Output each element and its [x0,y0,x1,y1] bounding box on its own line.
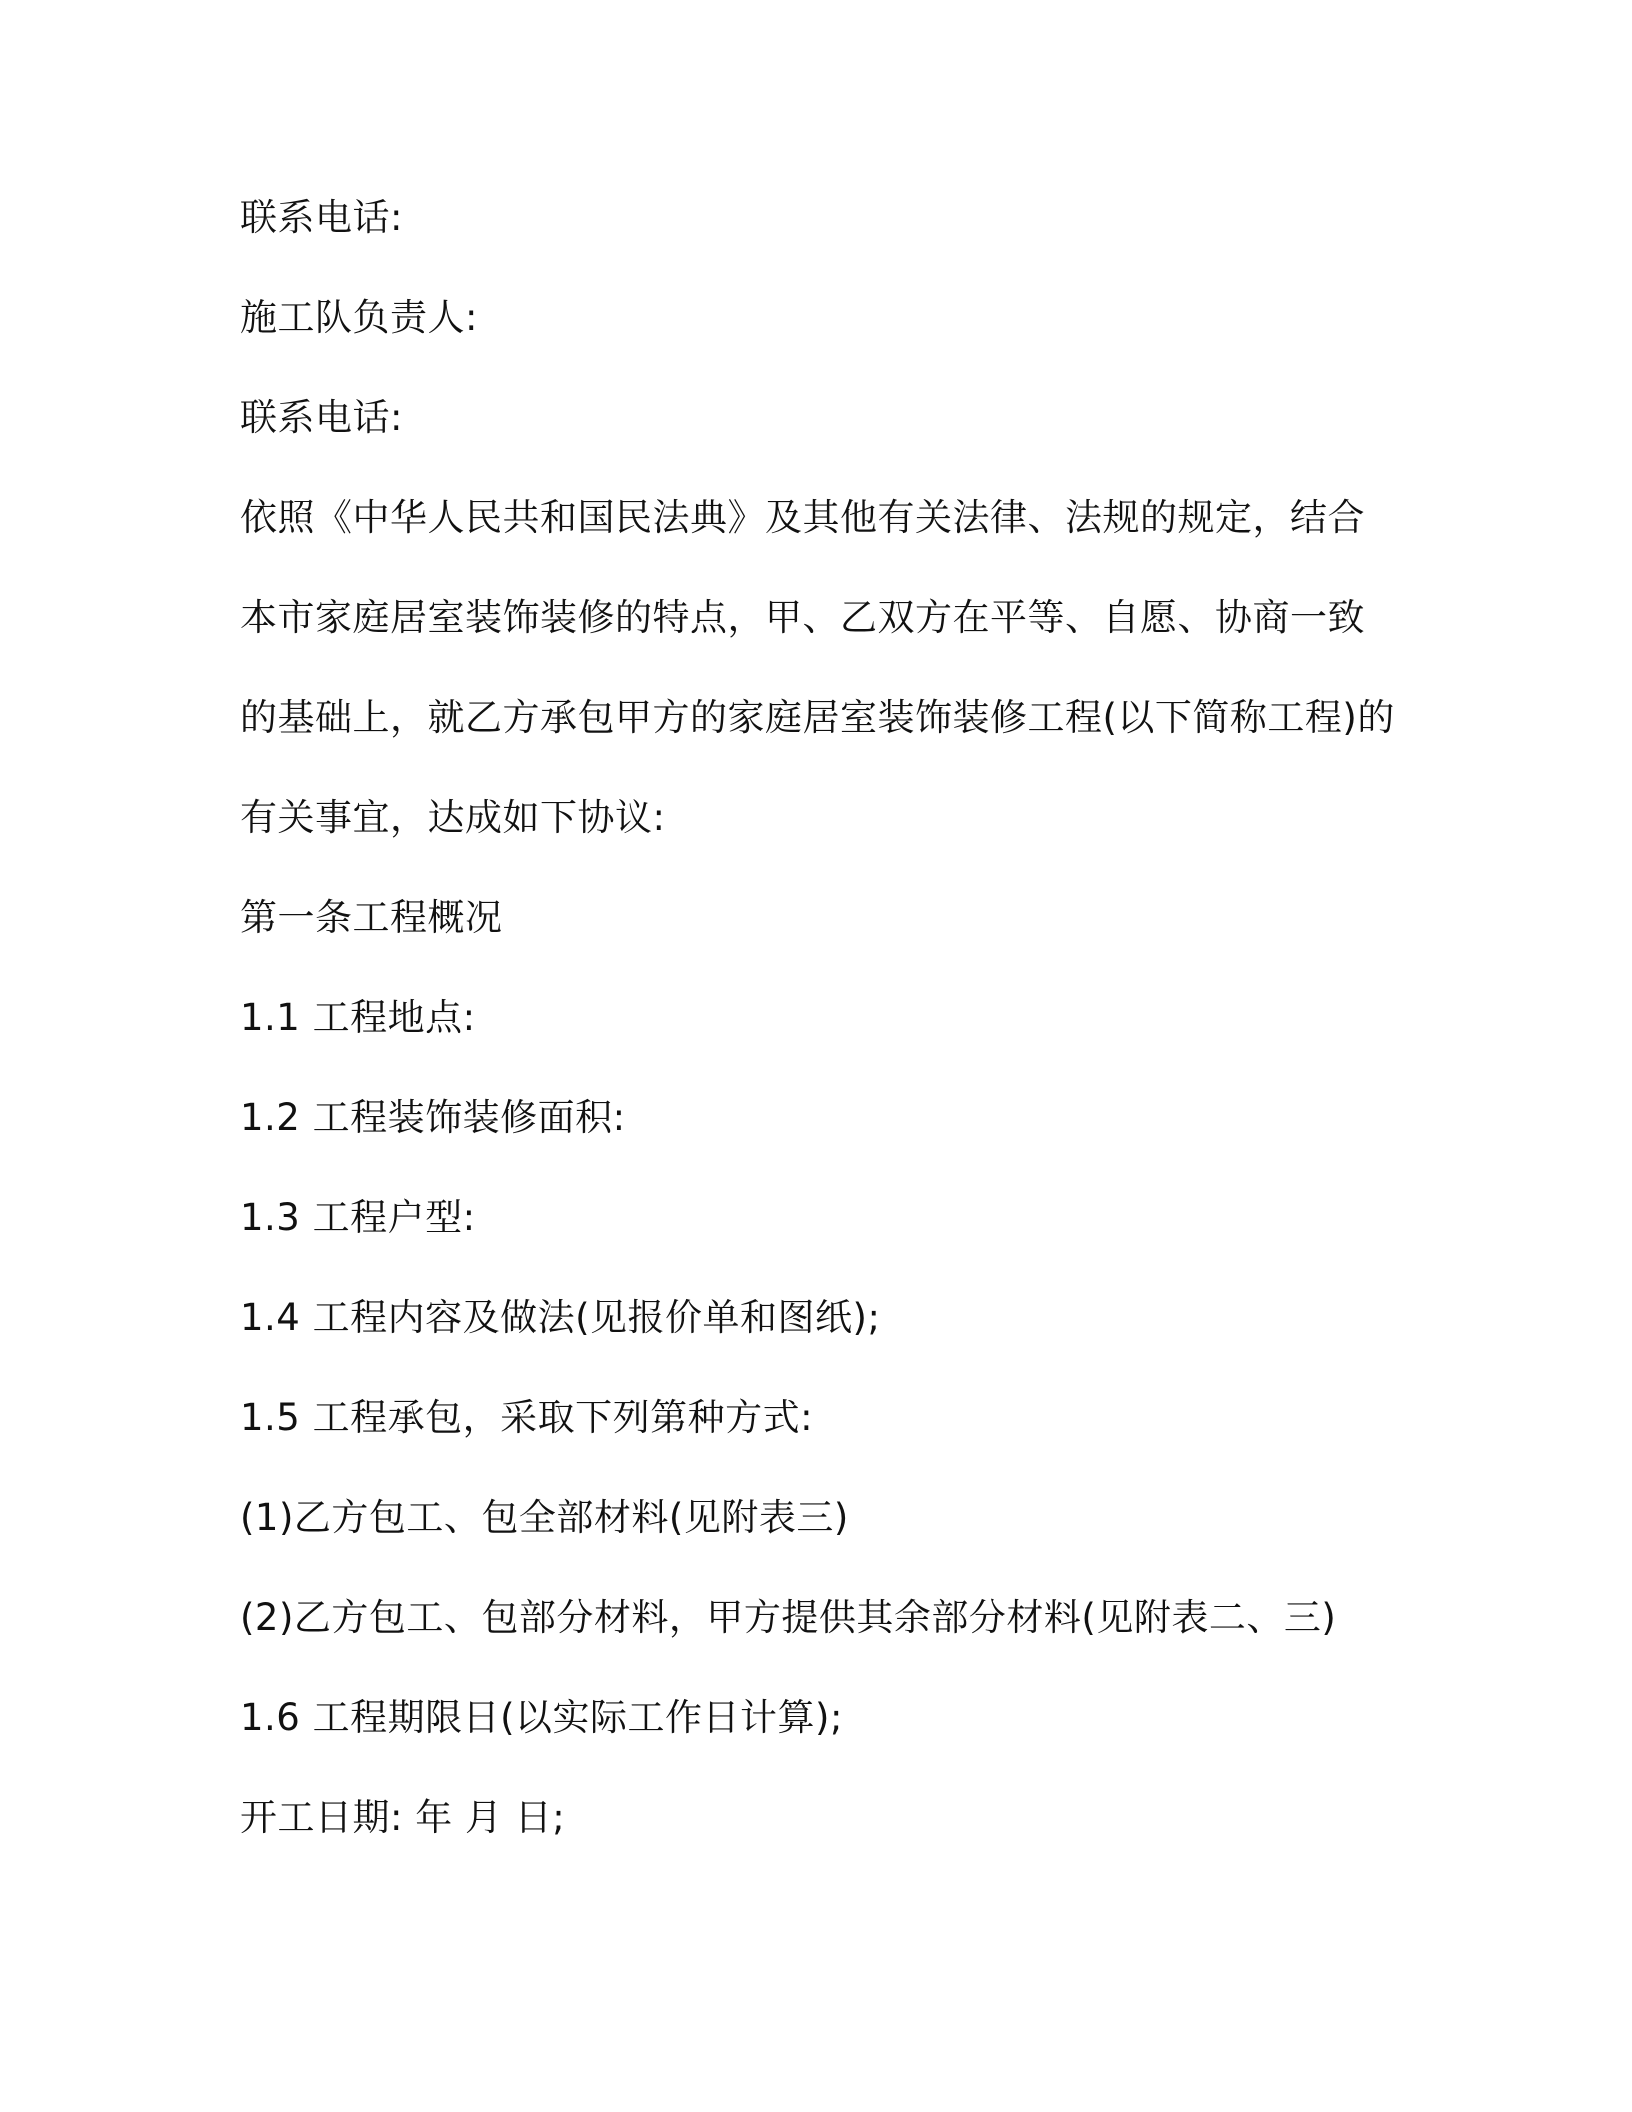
preamble-line-4: 有关事宜，达成如下协议: [240,796,666,839]
article-1-heading: 第一条工程概况 [240,896,503,939]
clause-1-5: 1.5 工程承包，采取下列第种方式: [240,1396,814,1439]
contact-phone-line: 联系电话: [240,196,403,239]
clause-1-5-option-1: (1)乙方包工、包全部材料(见附表三) [240,1496,849,1539]
preamble-line-3: 的基础上，就乙方承包甲方的家庭居室装饰装修工程(以下简称工程)的 [240,696,1395,739]
clause-1-2: 1.2 工程装饰装修面积: [240,1096,626,1139]
clause-1-5-option-2: (2)乙方包工、包部分材料，甲方提供其余部分材料(见附表二、三) [240,1596,1337,1639]
clause-1-3: 1.3 工程户型: [240,1196,476,1239]
clause-1-6: 1.6 工程期限日(以实际工作日计算); [240,1696,843,1739]
preamble-line-2: 本市家庭居室装饰装修的特点，甲、乙双方在平等、自愿、协商一致 [240,596,1365,639]
start-date-line: 开工日期: 年 月 日; [240,1796,566,1839]
clause-1-4: 1.4 工程内容及做法(见报价单和图纸); [240,1296,881,1339]
crew-leader-line: 施工队负责人: [240,296,478,339]
preamble-line-1: 依照《中华人民共和国民法典》及其他有关法律、法规的规定，结合 [240,496,1365,539]
clause-1-1: 1.1 工程地点: [240,996,476,1039]
contact-phone-line-2: 联系电话: [240,396,403,439]
